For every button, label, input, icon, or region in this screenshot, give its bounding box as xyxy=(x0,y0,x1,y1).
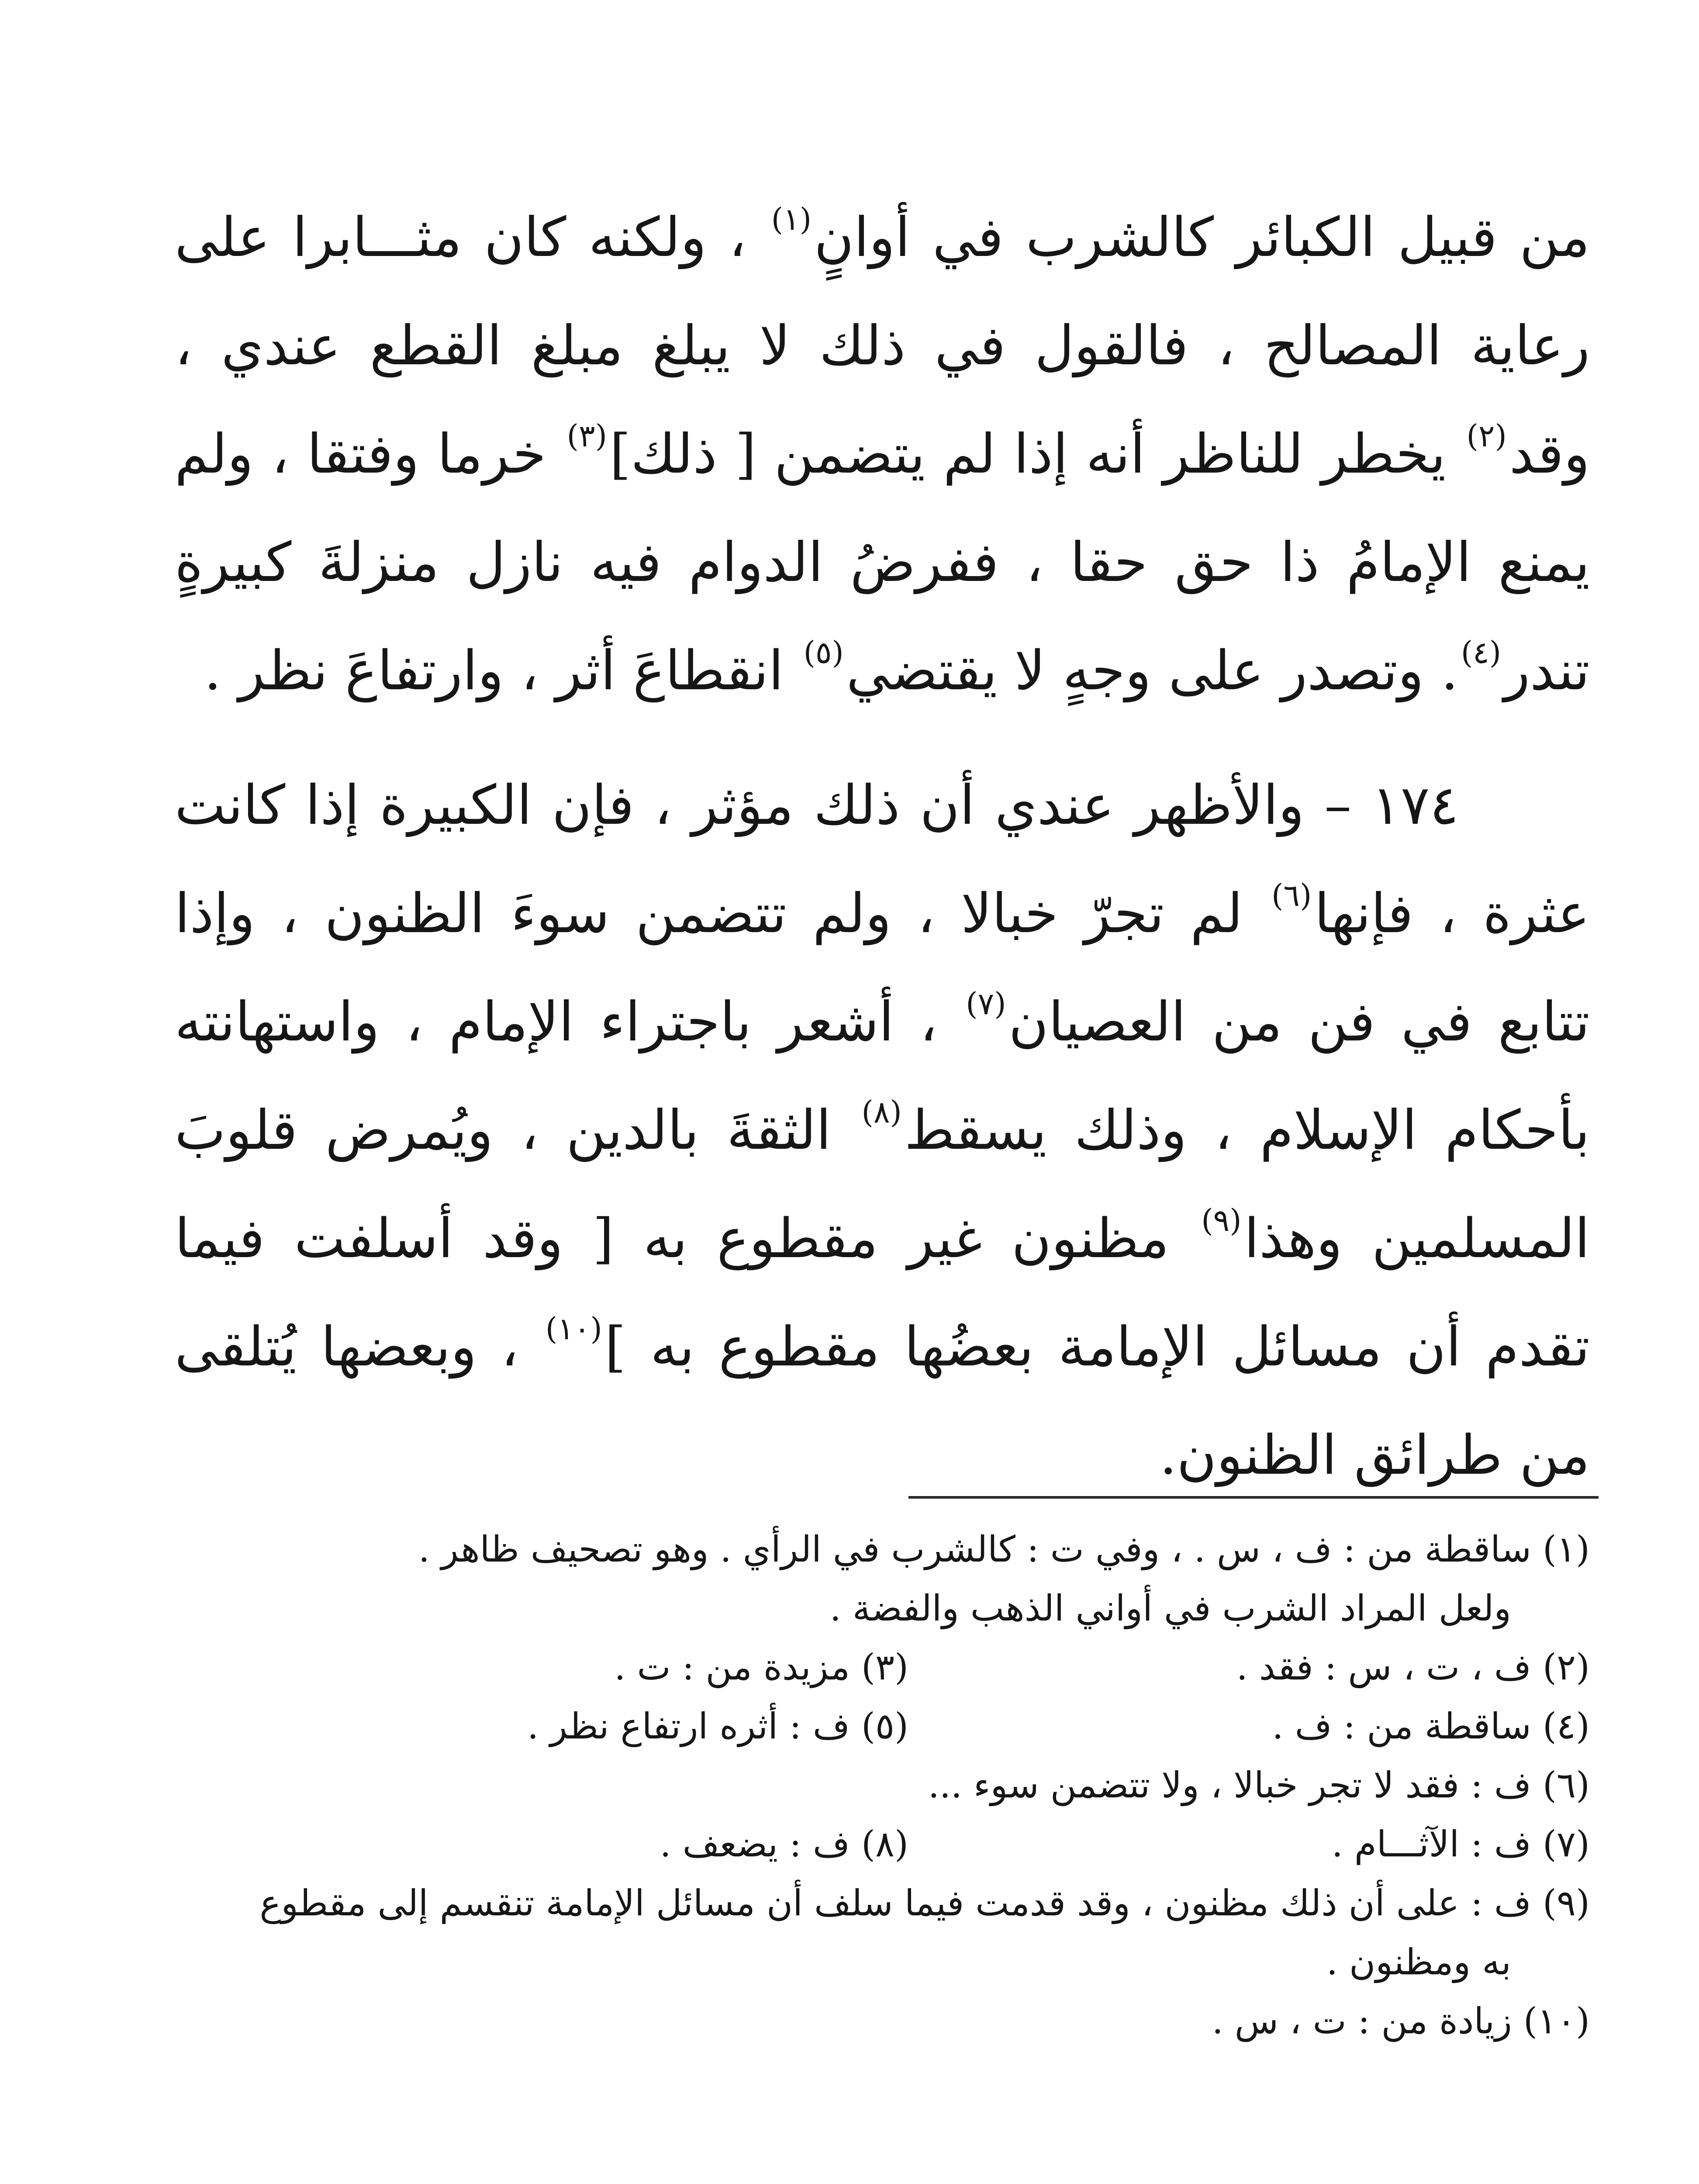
footnote-row xyxy=(175,1815,1590,1874)
footnote-row xyxy=(175,1697,1590,1756)
footnote-ref-9: (٩) xyxy=(1201,1203,1242,1238)
footnote-8: (٨) ف : يضعف . xyxy=(660,1824,908,1865)
text-segment: خرما وفتقا ، ولم يمنع الإمامُ ذا حق حقا ، ففرضُ الدوام فيه نازل منزلةَ كبيرةٍ تندر xyxy=(175,423,1590,702)
footnote-9 xyxy=(175,1874,1590,1992)
text-segment: من قبيل الكبائر كالشرب في أوانٍ xyxy=(814,206,1590,269)
footnote-9-line-2: به ومظنون . xyxy=(1326,1942,1511,1983)
footnote-ref-2: (٢) xyxy=(1466,418,1507,454)
footnote-5: (٥) ف : أثره ارتفاع نظر . xyxy=(527,1706,908,1747)
text-segment: لم تجرّ خبالا ، ولم تتضمن سوءَ الظنون ، وإذا تتابع في فن من العصيان xyxy=(175,882,1590,1054)
text-segment: ، ولكنه كان مثـــابرا على رعاية المصالح ، فالقول في ذلك لا يبلغ مبلغ القطع عندي ، وقد xyxy=(175,206,1590,486)
text-segment: يخطر للناظر أنه إذا لم يتضمن [ ذلك] xyxy=(609,423,1464,486)
text-segment: انقطاعَ أثر ، وارتفاعَ نظر . xyxy=(204,639,801,702)
footnote-3: (٣) مزيدة من : ت . xyxy=(614,1647,908,1688)
footnote-ref-3: (٣) xyxy=(566,418,607,454)
footnote-ref-6: (٦) xyxy=(1271,878,1312,913)
footnote-6: (٦) ف : فقد لا تجر خبالا ، ولا تتضمن سوء ... xyxy=(928,1765,1590,1806)
footnote-4: (٤) ساقطة من : ف . xyxy=(1272,1706,1590,1747)
footnote-ref-4: (٤) xyxy=(1461,635,1502,670)
text-segment: مظنون غير مقطوع به [ وقد أسلفت فيما تقدم أن مسائل الإمامة بعضُها مقطوع به ] xyxy=(175,1207,1590,1379)
main-text xyxy=(175,183,1590,1510)
footnote-row xyxy=(175,1756,1590,1815)
text-segment: ، وبعضها يُتلقى من طرائق الظنون. xyxy=(175,1316,1590,1487)
text-segment: . وتصدر على وجهٍ لا يقتضي xyxy=(846,639,1458,702)
footnote-row xyxy=(175,1638,1590,1697)
footnote-ref-1: (١) xyxy=(771,201,812,237)
footnote-separator xyxy=(908,1496,1599,1499)
footnote-ref-7: (٧) xyxy=(966,986,1006,1022)
footnote-2: (٢) ف ، ت ، س : فقد . xyxy=(1236,1647,1590,1688)
footnote-10: (١٠) زيادة من : ت ، س . xyxy=(1212,2001,1590,2042)
footnote-7: (٧) ف : الآثـــام . xyxy=(1331,1824,1590,1865)
footnote-ref-10: (١٠) xyxy=(545,1311,602,1347)
footnotes xyxy=(175,1520,1590,2051)
footnote-1-line-1: (١) ساقطة من : ف ، س . ، وفي ت : كالشرب في الرأي . وهو تصحيف ظاهر . xyxy=(418,1529,1590,1570)
paragraph-1 xyxy=(175,183,1590,725)
footnote-ref-5: (٥) xyxy=(803,635,844,670)
paragraph-2 xyxy=(175,751,1590,1510)
footnote-row xyxy=(175,1992,1590,2051)
footnote-1 xyxy=(175,1520,1590,1638)
footnote-ref-8: (٨) xyxy=(861,1094,902,1130)
text-segment: ١٧٤ – والأظهر عندي أن ذلك مؤثر ، فإن الكبيرة إذا كانت عثرة ، فإنها xyxy=(175,774,1590,945)
footnote-1-line-2: ولعل المراد الشرب في أواني الذهب والفضة . xyxy=(829,1588,1511,1629)
text-segment: الثقةَ بالدين ، ويُمرض قلوبَ المسلمين وهذا xyxy=(175,1099,1590,1270)
footnote-9-line-1: (٩) ف : على أن ذلك مظنون ، وقد قدمت فيما سلف أن مسائل الإمامة تنقسم إلى مقطوع xyxy=(259,1883,1590,1924)
text-segment: ، أشعر باجتراء الإمام ، واستهانته بأحكام الإسلام ، وذلك يسقط xyxy=(175,991,1590,1162)
